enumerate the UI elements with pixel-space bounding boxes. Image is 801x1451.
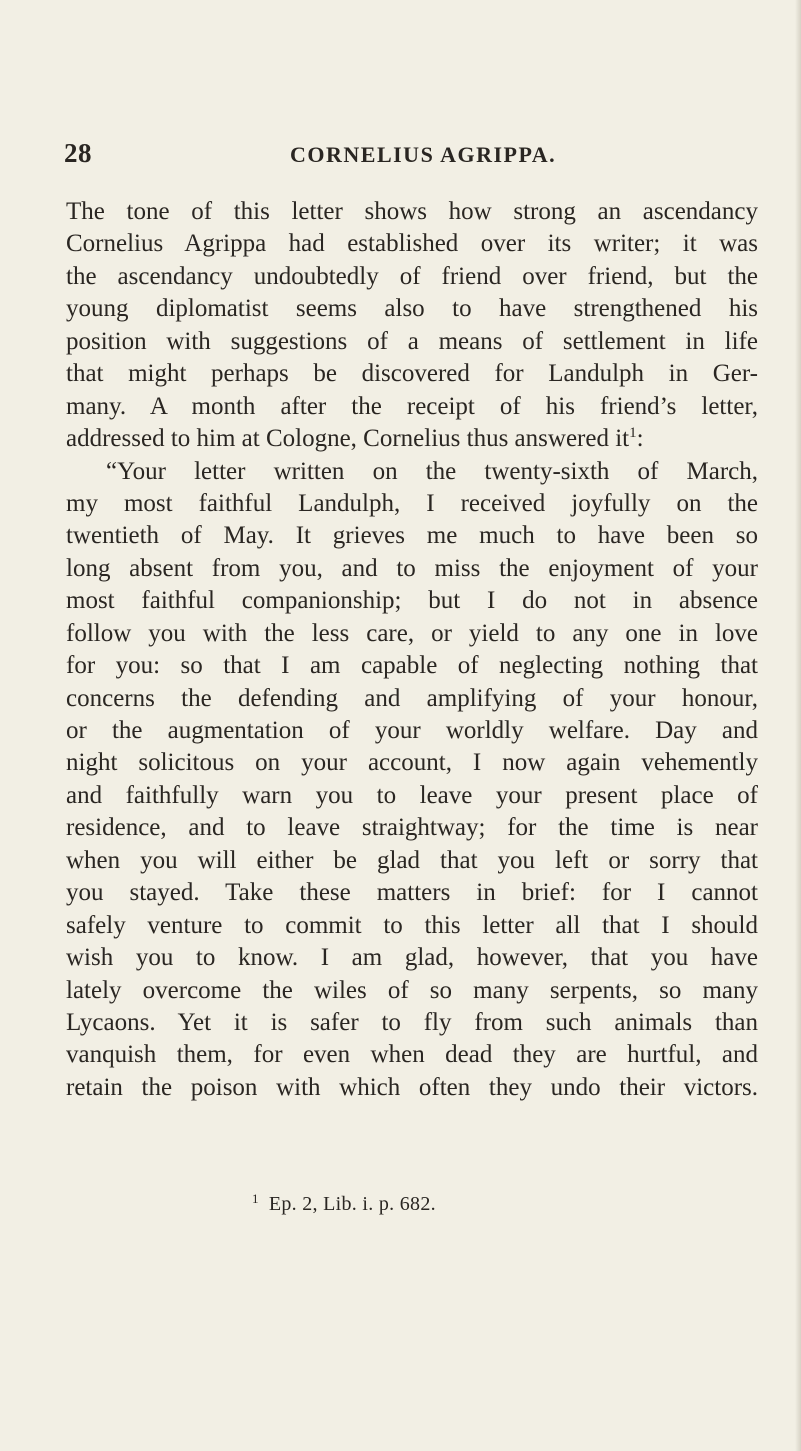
text-line: for you: so that I am capable of neglecting nothing that (66, 652, 758, 680)
text-line: or the augmentation of your worldly welfare. Day and (66, 717, 758, 744)
line-colon: : (636, 425, 644, 453)
text-line: long absent from you, and to miss the enjoyment of your (66, 554, 758, 582)
text-line: and faithfully warn you to leave your present place of (66, 781, 758, 809)
text-line-with-footnote-ref (66, 423, 758, 455)
text-line: when you will either be glad that you left or sorry that (66, 846, 758, 874)
text-line: follow you with the less care, or yield to any one in love (66, 619, 758, 647)
text-line: young diplomatist seems also to have strengthened his (66, 295, 758, 323)
running-title: CORNELIUS AGRIPPA. (290, 142, 557, 167)
text-line: many. A month after the receipt of his friend’s letter, (66, 392, 758, 420)
text-line: concerns the defending and amplifying of your honour, (66, 684, 758, 712)
page-edge-shadow (795, 0, 801, 1451)
text-line: Lycaons. Yet it is safer to fly from such animals than (66, 1008, 758, 1036)
text-line: safely venture to commit to this letter all that I should (66, 911, 758, 939)
text-line: lately overcome the wiles of so many serpents, so many (66, 976, 758, 1004)
text-line-content: addressed to him at Cologne, Cornelius thus answered it (66, 425, 630, 453)
footnote-mark: 1 (252, 1191, 259, 1206)
text-line: vanquish them, for even when dead they are hurtful, and (66, 1041, 758, 1069)
text-line: you stayed. Take these matters in brief: for I cannot (66, 879, 758, 907)
footnote-reference[interactable]: 1 (629, 425, 637, 442)
text-line: residence, and to leave straightway; for the time is near (66, 814, 758, 842)
body-text (66, 196, 758, 1104)
quote-start-line: “Your letter written on the twenty-sixth of March, (106, 457, 758, 485)
footnote-text: Ep. 2, Lib. i. p. 682. (268, 1193, 436, 1215)
text-line: twentieth of May. It grieves me much to have been so (66, 522, 758, 550)
text-line: retain the poison with which often they undo their victors. (66, 1073, 758, 1101)
footnote (252, 1191, 436, 1216)
text-line: position with suggestions of a means of settlement in life (66, 327, 758, 355)
text-line: Cornelius Agrippa had established over its writer; it was (66, 230, 758, 258)
text-line: The tone of this letter shows how strong an ascendancy (66, 198, 758, 225)
text-line: wish you to know. I am glad, however, that you have (66, 944, 758, 972)
text-line: the ascendancy undoubtedly of friend over friend, but the (66, 262, 758, 290)
page-number: 28 (64, 138, 92, 168)
text-line: my most faithful Landulph, I received joyfully on the (66, 489, 758, 517)
text-line: night solicitous on your account, I now again vehemently (66, 749, 758, 777)
page-header (64, 138, 754, 178)
text-line: most faithful companionship; but I do not in absence (66, 587, 758, 615)
text-line: that might perhaps be discovered for Landulph in Ger- (66, 360, 758, 388)
